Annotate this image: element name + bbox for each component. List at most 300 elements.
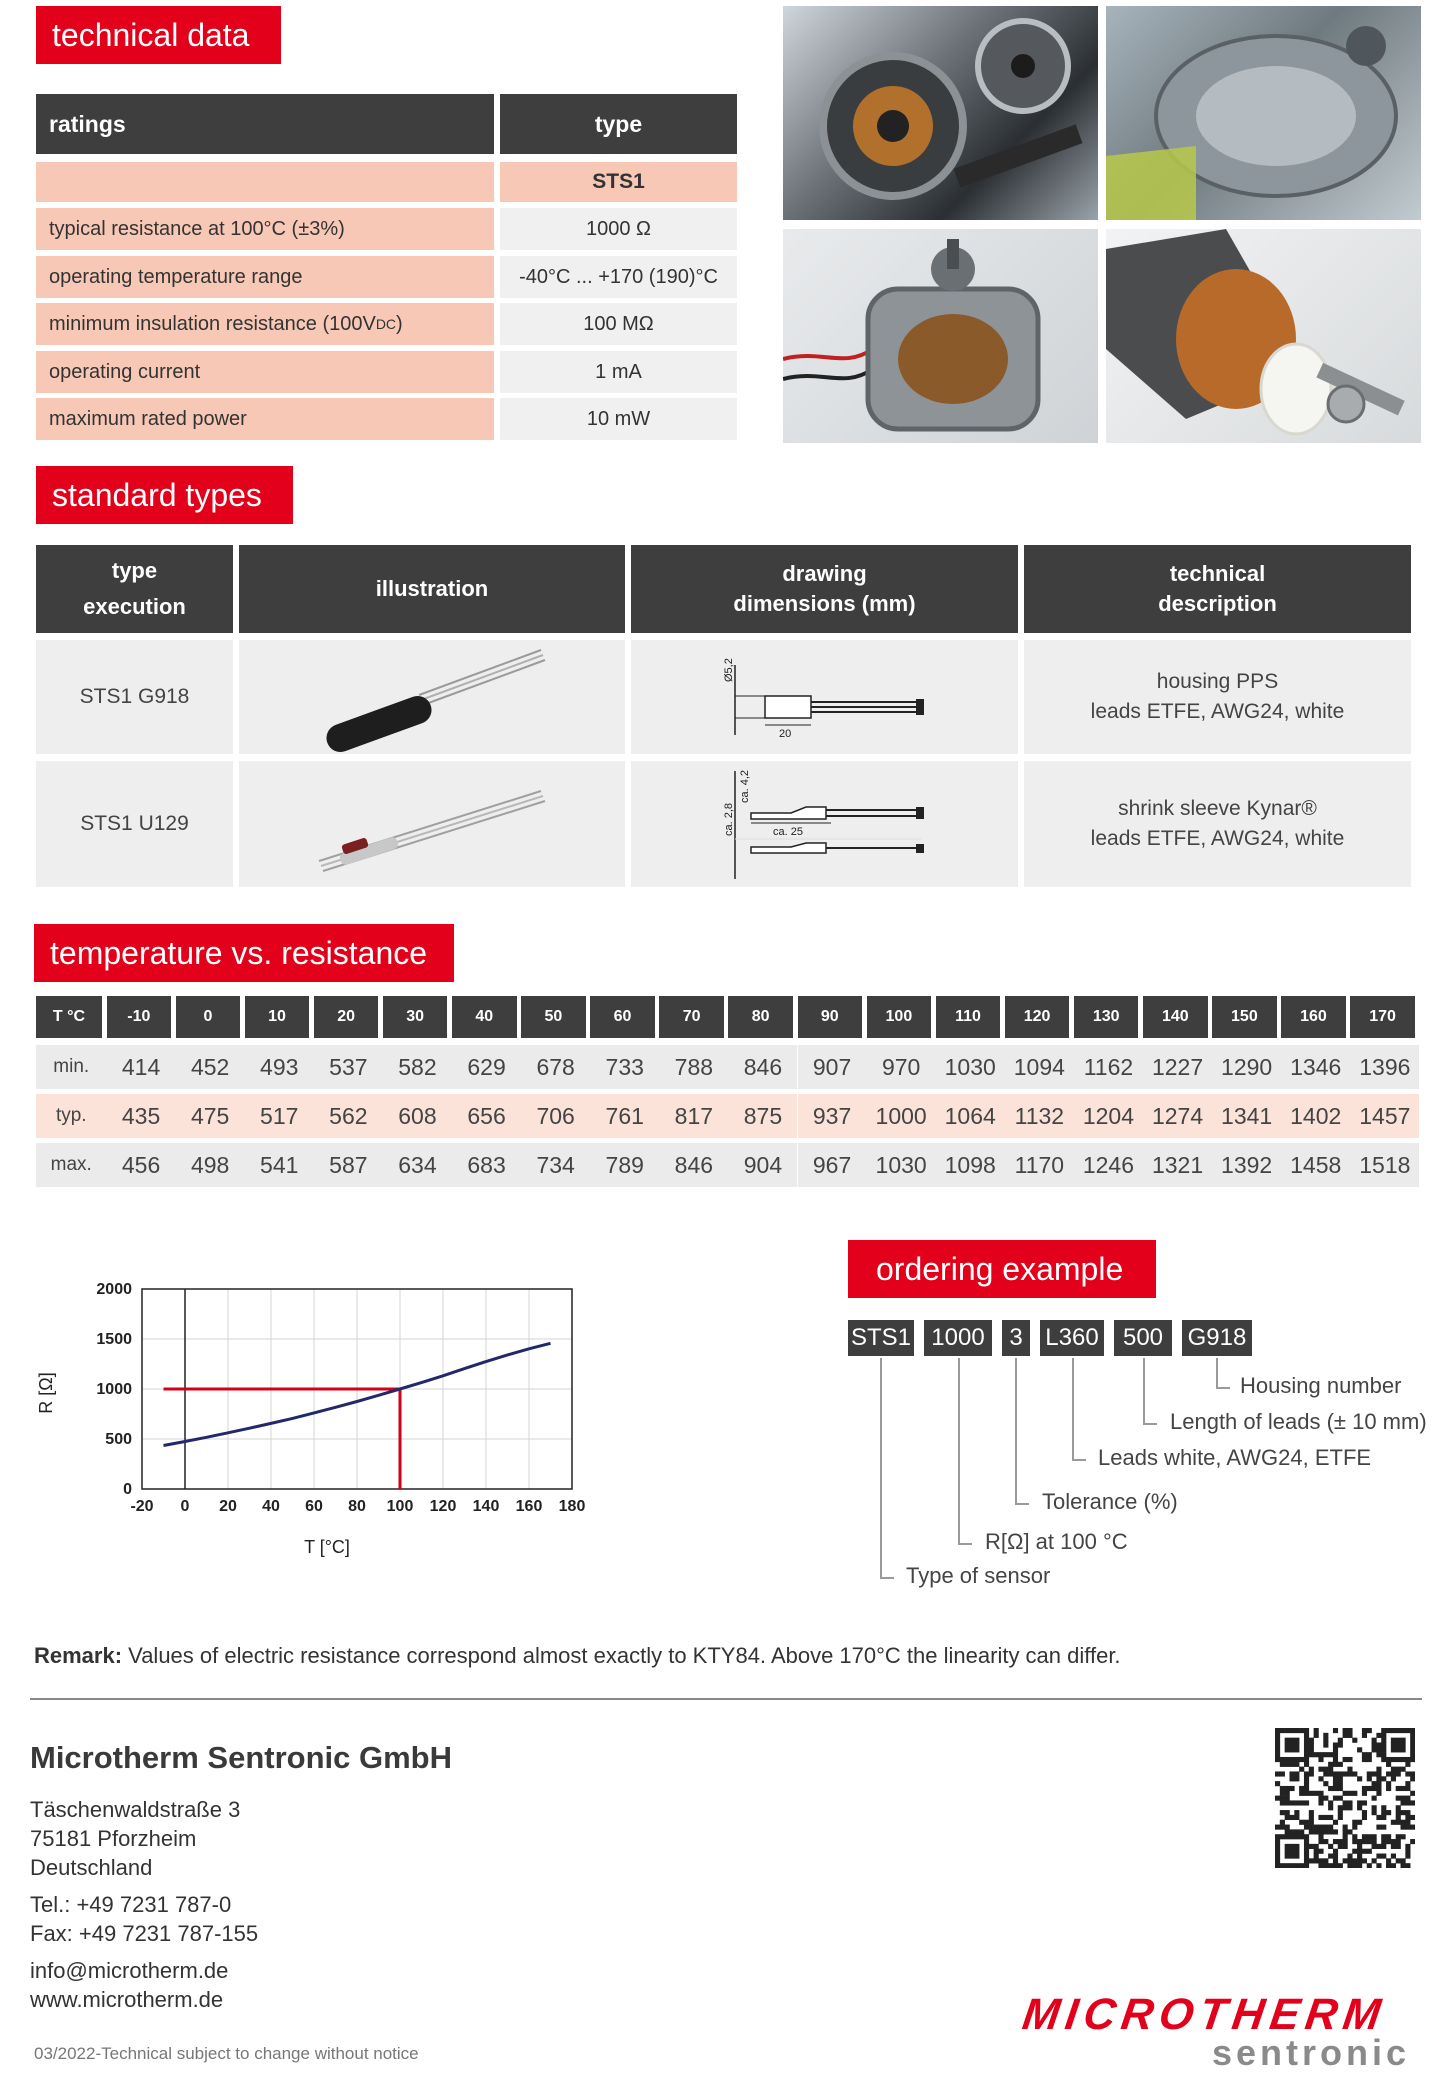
qr-module xyxy=(1323,1839,1328,1844)
resistance-row-label: typ. xyxy=(36,1094,107,1138)
qr-module xyxy=(1396,1834,1401,1839)
qr-module xyxy=(1294,1776,1299,1781)
qr-module xyxy=(1338,1810,1343,1815)
resistance-value: 1094 xyxy=(1005,1045,1074,1089)
company-name: Microtherm Sentronic GmbH xyxy=(30,1740,452,1775)
qr-module xyxy=(1357,1776,1362,1781)
qr-module xyxy=(1318,1863,1323,1868)
qr-module xyxy=(1357,1863,1362,1868)
qr-module xyxy=(1386,1781,1391,1786)
qr-module xyxy=(1372,1805,1377,1810)
drawing-diameter-label: ca. 4,2 xyxy=(739,769,751,803)
qr-module xyxy=(1391,1863,1396,1868)
qr-module xyxy=(1285,1742,1290,1747)
qr-module xyxy=(1352,1849,1357,1854)
qr-module xyxy=(1343,1757,1348,1762)
resistance-value: 456 xyxy=(107,1143,176,1187)
qr-module xyxy=(1333,1728,1338,1733)
address-city: 75181 Pforzheim xyxy=(30,1826,197,1851)
qr-module xyxy=(1347,1858,1352,1863)
resistance-value: 904 xyxy=(728,1143,797,1187)
qr-module xyxy=(1294,1829,1299,1834)
qr-module xyxy=(1391,1742,1396,1747)
label-tolerance: Tolerance (%) xyxy=(1042,1489,1178,1514)
qr-module xyxy=(1309,1820,1314,1825)
qr-module xyxy=(1362,1757,1367,1762)
resistance-value: 414 xyxy=(107,1045,176,1089)
qr-module xyxy=(1280,1791,1285,1796)
qr-module xyxy=(1280,1810,1285,1815)
qr-module xyxy=(1362,1839,1367,1844)
qr-module xyxy=(1280,1771,1285,1776)
qr-module xyxy=(1318,1815,1323,1820)
qr-module xyxy=(1352,1839,1357,1844)
qr-module xyxy=(1396,1738,1401,1743)
drawing-u129 xyxy=(631,761,1018,887)
qr-module xyxy=(1401,1747,1406,1752)
qr-module xyxy=(1357,1747,1362,1752)
qr-module xyxy=(1386,1839,1391,1844)
qr-module xyxy=(1401,1820,1406,1825)
qr-module xyxy=(1318,1858,1323,1863)
qr-module xyxy=(1405,1757,1410,1762)
resistance-row-label: max. xyxy=(36,1143,107,1187)
qr-module xyxy=(1410,1757,1415,1762)
x-tick-label: 60 xyxy=(305,1498,323,1515)
qr-module xyxy=(1280,1820,1285,1825)
qr-module xyxy=(1285,1815,1290,1820)
qr-module xyxy=(1372,1834,1377,1839)
qr-module xyxy=(1376,1747,1381,1752)
qr-module xyxy=(1343,1805,1348,1810)
qr-module xyxy=(1323,1733,1328,1738)
qr-module xyxy=(1275,1825,1280,1830)
resistance-value: 435 xyxy=(107,1094,176,1138)
qr-module xyxy=(1405,1820,1410,1825)
qr-module xyxy=(1294,1810,1299,1815)
qr-module xyxy=(1338,1863,1343,1868)
qr-module xyxy=(1275,1863,1280,1868)
qr-module xyxy=(1309,1858,1314,1863)
address-street: Täschenwaldstraße 3 xyxy=(30,1797,241,1822)
qr-module xyxy=(1275,1854,1280,1859)
qr-module xyxy=(1372,1781,1377,1786)
qr-module xyxy=(1410,1747,1415,1752)
qr-module xyxy=(1376,1863,1381,1868)
qr-module xyxy=(1333,1854,1338,1859)
qr-module xyxy=(1318,1757,1323,1762)
rating-label-subscript: DC xyxy=(375,316,397,332)
temperature-header: 170 xyxy=(1350,996,1415,1038)
qr-module xyxy=(1376,1771,1381,1776)
qr-module xyxy=(1294,1757,1299,1762)
resistance-value: 817 xyxy=(659,1094,728,1138)
temperature-header: 40 xyxy=(452,996,517,1038)
qr-module xyxy=(1391,1767,1396,1772)
qr-module xyxy=(1362,1752,1367,1757)
qr-module xyxy=(1372,1839,1377,1844)
qr-module xyxy=(1362,1728,1367,1733)
technical-description-header xyxy=(1024,545,1411,633)
qr-module xyxy=(1299,1800,1304,1805)
qr-module xyxy=(1381,1728,1386,1733)
qr-module xyxy=(1289,1854,1294,1859)
temperature-header: 110 xyxy=(936,996,1001,1038)
qr-module xyxy=(1357,1849,1362,1854)
qr-module xyxy=(1357,1800,1362,1805)
qr-module xyxy=(1289,1762,1294,1767)
x-tick-label: 80 xyxy=(348,1498,366,1515)
qr-module xyxy=(1285,1738,1290,1743)
remark xyxy=(34,1643,1121,1669)
qr-module xyxy=(1405,1800,1410,1805)
qr-module xyxy=(1314,1858,1319,1863)
ratings-blank-cell xyxy=(36,162,494,202)
rotor-illustration xyxy=(1106,229,1421,443)
qr-module xyxy=(1285,1757,1290,1762)
qr-module xyxy=(1333,1771,1338,1776)
x-axis-label: T [°C] xyxy=(304,1537,350,1557)
x-tick-label: 160 xyxy=(515,1498,543,1515)
qr-module xyxy=(1294,1742,1299,1747)
qr-code[interactable] xyxy=(1275,1728,1415,1868)
qr-module xyxy=(1343,1834,1348,1839)
qr-module xyxy=(1275,1742,1280,1747)
resistance-value: 475 xyxy=(176,1094,245,1138)
qr-module xyxy=(1318,1834,1323,1839)
qr-module xyxy=(1328,1767,1333,1772)
qr-module xyxy=(1285,1791,1290,1796)
qr-module xyxy=(1367,1771,1372,1776)
qr-module xyxy=(1318,1839,1323,1844)
temperature-header: 50 xyxy=(521,996,586,1038)
qr-module xyxy=(1285,1810,1290,1815)
qr-module xyxy=(1372,1738,1377,1743)
rating-label-end: ) xyxy=(396,312,403,335)
resistance-value: 498 xyxy=(176,1143,245,1187)
qr-module xyxy=(1314,1829,1319,1834)
standard-types-heading: standard types xyxy=(36,466,293,524)
qr-module xyxy=(1323,1752,1328,1757)
qr-module xyxy=(1381,1815,1386,1820)
website-link[interactable]: www.microtherm.de xyxy=(30,1987,224,2012)
qr-module xyxy=(1304,1733,1309,1738)
qr-module xyxy=(1289,1742,1294,1747)
qr-module xyxy=(1396,1844,1401,1849)
connector-housing-h xyxy=(1216,1387,1230,1389)
qr-module xyxy=(1367,1849,1372,1854)
qr-module xyxy=(1275,1858,1280,1863)
qr-module xyxy=(1275,1752,1280,1757)
qr-module xyxy=(1376,1791,1381,1796)
resistance-value: 937 xyxy=(798,1094,867,1138)
qr-module xyxy=(1362,1810,1367,1815)
qr-module xyxy=(1333,1863,1338,1868)
qr-module xyxy=(1405,1796,1410,1801)
qr-module xyxy=(1381,1742,1386,1747)
qr-module xyxy=(1381,1825,1386,1830)
resistance-value: 1341 xyxy=(1212,1094,1281,1138)
qr-module xyxy=(1405,1771,1410,1776)
qr-module xyxy=(1318,1776,1323,1781)
qr-module xyxy=(1294,1834,1299,1839)
sensor-u129-illustration xyxy=(239,761,625,887)
qr-module xyxy=(1280,1834,1285,1839)
qr-module xyxy=(1280,1757,1285,1762)
qr-module xyxy=(1289,1834,1294,1839)
qr-module xyxy=(1294,1800,1299,1805)
resistance-value: 1274 xyxy=(1143,1094,1212,1138)
qr-module xyxy=(1294,1762,1299,1767)
qr-module xyxy=(1289,1728,1294,1733)
qr-module xyxy=(1347,1854,1352,1859)
qr-module xyxy=(1333,1752,1338,1757)
resistance-value: 788 xyxy=(659,1045,728,1089)
qr-module xyxy=(1352,1820,1357,1825)
resistance-value: 970 xyxy=(867,1045,936,1089)
alternator-illustration xyxy=(783,6,1098,220)
qr-module xyxy=(1376,1844,1381,1849)
qr-module xyxy=(1362,1786,1367,1791)
qr-module xyxy=(1323,1796,1328,1801)
qr-module xyxy=(1357,1820,1362,1825)
qr-module xyxy=(1328,1863,1333,1868)
resistance-value: 1204 xyxy=(1074,1094,1143,1138)
qr-module xyxy=(1275,1781,1280,1786)
drawing-line1: drawing xyxy=(782,561,867,586)
connector-housing xyxy=(1216,1358,1218,1388)
qr-module xyxy=(1367,1728,1372,1733)
x-tick-label: 40 xyxy=(262,1498,280,1515)
illustration-cell xyxy=(239,640,625,754)
qr-module xyxy=(1323,1863,1328,1868)
qr-module xyxy=(1381,1738,1386,1743)
qr-module xyxy=(1343,1844,1348,1849)
qr-module xyxy=(1391,1844,1396,1849)
qr-module xyxy=(1280,1786,1285,1791)
qr-module xyxy=(1391,1771,1396,1776)
qr-module xyxy=(1405,1786,1410,1791)
qr-module xyxy=(1280,1728,1285,1733)
qr-module xyxy=(1338,1781,1343,1786)
drawing-diameter-label: ca. 2,8 xyxy=(723,802,735,836)
connector-length-h xyxy=(1143,1423,1157,1425)
qr-module xyxy=(1410,1733,1415,1738)
qr-module xyxy=(1285,1825,1290,1830)
qr-module xyxy=(1372,1858,1377,1863)
qr-module xyxy=(1304,1752,1309,1757)
drawing-length-label: 20 xyxy=(779,728,792,740)
qr-module xyxy=(1381,1844,1386,1849)
qr-module xyxy=(1405,1781,1410,1786)
resistance-value: 493 xyxy=(245,1045,314,1089)
qr-module xyxy=(1328,1815,1333,1820)
resistance-value: 629 xyxy=(452,1045,521,1089)
qr-module xyxy=(1401,1786,1406,1791)
qr-module xyxy=(1338,1738,1343,1743)
qr-module xyxy=(1386,1728,1391,1733)
qr-module xyxy=(1294,1849,1299,1854)
qr-module xyxy=(1299,1728,1304,1733)
qr-module xyxy=(1386,1762,1391,1767)
rotor-photo xyxy=(1106,229,1421,443)
label-sensor-type: Type of sensor xyxy=(906,1563,1051,1588)
x-tick-label: 100 xyxy=(386,1498,414,1515)
qr-module xyxy=(1304,1776,1309,1781)
qr-module xyxy=(1401,1863,1406,1868)
qr-module xyxy=(1323,1858,1328,1863)
temperature-header: 10 xyxy=(245,996,310,1038)
qr-module xyxy=(1372,1796,1377,1801)
qr-module xyxy=(1352,1771,1357,1776)
qr-module xyxy=(1304,1844,1309,1849)
qr-module xyxy=(1338,1771,1343,1776)
qr-module xyxy=(1318,1796,1323,1801)
qr-module xyxy=(1280,1796,1285,1801)
qr-module xyxy=(1381,1834,1386,1839)
resistance-value: 789 xyxy=(590,1143,659,1187)
qr-module xyxy=(1386,1858,1391,1863)
qr-module xyxy=(1396,1771,1401,1776)
qr-module xyxy=(1367,1786,1372,1791)
qr-module xyxy=(1401,1767,1406,1772)
qr-module xyxy=(1352,1825,1357,1830)
microtherm-logo: MICROTHERM xyxy=(1019,1990,1390,2039)
qr-module xyxy=(1347,1757,1352,1762)
description-line: shrink sleeve Kynar® xyxy=(1118,797,1317,820)
temperature-header: 160 xyxy=(1281,996,1346,1038)
qr-module xyxy=(1333,1839,1338,1844)
qr-module xyxy=(1275,1771,1280,1776)
qr-module xyxy=(1347,1800,1352,1805)
qr-module xyxy=(1275,1834,1280,1839)
temperature-header: 90 xyxy=(798,996,863,1038)
connector-sensor-h xyxy=(880,1577,894,1579)
email-link[interactable]: info@microtherm.de xyxy=(30,1958,229,1983)
motor-illustration xyxy=(783,229,1098,443)
address-country: Deutschland xyxy=(30,1855,153,1880)
qr-module xyxy=(1396,1767,1401,1772)
qr-module xyxy=(1289,1747,1294,1752)
qr-module xyxy=(1357,1844,1362,1849)
qr-module xyxy=(1386,1771,1391,1776)
connector-resistance xyxy=(958,1358,960,1544)
qr-module xyxy=(1309,1771,1314,1776)
qr-module xyxy=(1333,1849,1338,1854)
qr-module xyxy=(1304,1786,1309,1791)
qr-module xyxy=(1309,1767,1314,1772)
drawing-diameter-label: Ø5,2 xyxy=(723,658,735,682)
qr-module xyxy=(1328,1844,1333,1849)
qr-module xyxy=(1410,1738,1415,1743)
qr-module xyxy=(1285,1849,1290,1854)
illustration-header: illustration xyxy=(239,545,625,633)
qr-module xyxy=(1304,1849,1309,1854)
qr-module xyxy=(1391,1747,1396,1752)
rating-value: -40°C ... +170 (190)°C xyxy=(500,256,737,298)
qr-module xyxy=(1275,1844,1280,1849)
motor-photo xyxy=(783,229,1098,443)
qr-module xyxy=(1376,1742,1381,1747)
qr-module xyxy=(1405,1863,1410,1868)
resistance-value: 1402 xyxy=(1281,1094,1350,1138)
resistance-value: 1000 xyxy=(867,1094,936,1138)
qr-module xyxy=(1367,1757,1372,1762)
qr-module xyxy=(1314,1844,1319,1849)
qr-module xyxy=(1401,1728,1406,1733)
qr-module xyxy=(1318,1849,1323,1854)
qr-module xyxy=(1347,1767,1352,1772)
qr-module xyxy=(1318,1800,1323,1805)
rating-label-text: minimum insulation resistance (100V xyxy=(49,312,376,335)
qr-module xyxy=(1304,1738,1309,1743)
qr-module xyxy=(1386,1786,1391,1791)
x-tick-label: 0 xyxy=(180,1498,190,1515)
qr-module xyxy=(1309,1844,1314,1849)
qr-module xyxy=(1299,1820,1304,1825)
qr-module xyxy=(1333,1796,1338,1801)
resistance-value: 1321 xyxy=(1143,1143,1212,1187)
qr-module xyxy=(1333,1742,1338,1747)
temperature-header: 100 xyxy=(867,996,932,1038)
resistance-value: 656 xyxy=(452,1094,521,1138)
qr-module xyxy=(1314,1791,1319,1796)
qr-module xyxy=(1401,1738,1406,1743)
qr-module xyxy=(1333,1776,1338,1781)
qr-module xyxy=(1372,1786,1377,1791)
qr-module xyxy=(1401,1810,1406,1815)
fax-number: Fax: +49 7231 787-155 xyxy=(30,1921,259,1946)
qr-module xyxy=(1396,1796,1401,1801)
resistance-value: 1246 xyxy=(1074,1143,1143,1187)
rating-label: operating current xyxy=(36,351,494,393)
drawing-header xyxy=(631,545,1018,633)
qr-module xyxy=(1362,1834,1367,1839)
qr-module xyxy=(1381,1805,1386,1810)
qr-module xyxy=(1410,1815,1415,1820)
qr-module xyxy=(1285,1844,1290,1849)
qr-module xyxy=(1323,1738,1328,1743)
qr-module xyxy=(1362,1858,1367,1863)
resistance-curve-chart xyxy=(30,1275,650,1565)
connector-leads-h xyxy=(1072,1459,1086,1461)
qr-module xyxy=(1285,1829,1290,1834)
qr-module xyxy=(1304,1825,1309,1830)
y-axis-label: R [Ω] xyxy=(36,1372,56,1414)
qr-module xyxy=(1289,1776,1294,1781)
compressor-illustration xyxy=(1106,6,1421,220)
qr-module xyxy=(1362,1733,1367,1738)
type-header: type xyxy=(500,94,737,154)
qr-module xyxy=(1381,1839,1386,1844)
resistance-value: 562 xyxy=(314,1094,383,1138)
qr-module xyxy=(1338,1805,1343,1810)
y-tick-label: 2000 xyxy=(96,1281,132,1298)
rating-value: 10 mW xyxy=(500,398,737,440)
qr-module xyxy=(1367,1752,1372,1757)
qr-module xyxy=(1314,1733,1319,1738)
qr-module xyxy=(1405,1728,1410,1733)
qr-module xyxy=(1294,1815,1299,1820)
qr-module xyxy=(1357,1854,1362,1859)
qr-module xyxy=(1338,1796,1343,1801)
technical-description-cell xyxy=(1024,761,1411,887)
type-execution-line2: execution xyxy=(83,594,186,619)
qr-module xyxy=(1401,1796,1406,1801)
qr-module xyxy=(1333,1820,1338,1825)
qr-module xyxy=(1367,1776,1372,1781)
type-execution-header xyxy=(36,545,233,633)
